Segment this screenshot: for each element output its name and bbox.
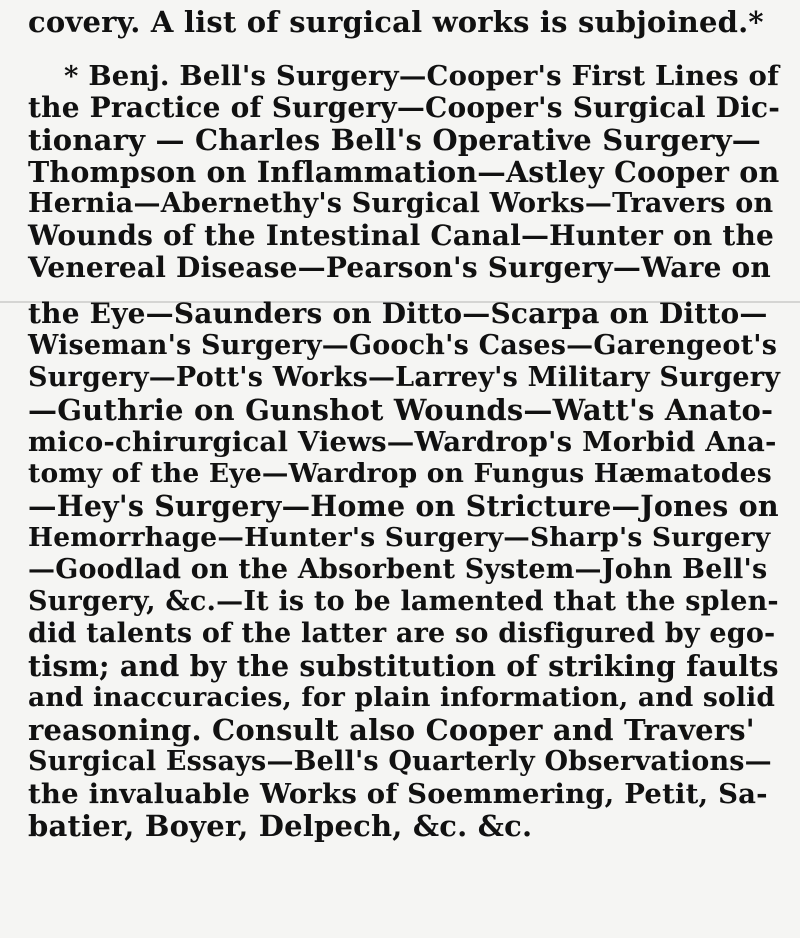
text-line: Thompson on Inflammation—Astley Cooper on [28,155,780,189]
text-line: the invaluable Works of Soemmering, Petit, Sa- [28,778,768,810]
text-line: and inaccuracies, for plain information, and solid [28,682,776,713]
text-line: reasoning. Consult also Cooper and Travers' [28,713,755,747]
text-line: batier, Boyer, Delpech, &c. &c. [28,809,533,843]
text-line: tionary — Charles Bell's Operative Surgery— [28,123,762,157]
text-line: Surgical Essays—Bell's Quarterly Observations— [28,746,772,777]
text-line: covery. A list of surgical works is subjoined.* [28,5,764,39]
text-line: Hemorrhage—Hunter's Surgery—Sharp's Surgery [28,522,771,553]
text-line: Wiseman's Surgery—Gooch's Cases—Garengeot's [28,330,778,361]
text-line: Hernia—Abernethy's Surgical Works—Travers on [28,188,774,219]
text-line: —Guthrie on Gunshot Wounds—Watt's Anato- [28,393,774,427]
text-line: Venereal Disease—Pearson's Surgery—Ware on [28,251,771,284]
text-line: did talents of the latter are so disfigured by ego- [28,618,776,649]
text-line: —Goodlad on the Absorbent System—John Bell's [28,554,768,585]
text-line: Surgery, &c.—It is to be lamented that the splen- [28,586,779,617]
text-line: tism; and by the substitution of striking faults [28,649,779,683]
text-line: the Practice of Surgery—Cooper's Surgical Dic- [28,91,781,124]
text-block [28,0,780,842]
text-line: mico-chirurgical Views—Wardrop's Morbid Ana- [28,426,777,458]
text-line: Wounds of the Intestinal Canal—Hunter on the [28,219,775,252]
text-line: tomy of the Eye—Wardrop on Fungus Hæmatodes [28,458,772,489]
text-line: Surgery—Pott's Works—Larrey's Military Surgery [28,362,781,393]
text-line: —Hey's Surgery—Home on Stricture—Jones on [28,489,779,523]
footnote-start-line: * Benj. Bell's Surgery—Cooper's First Lines of [64,60,780,92]
text-line: the Eye—Saunders on Ditto—Scarpa on Ditto— [28,297,768,330]
